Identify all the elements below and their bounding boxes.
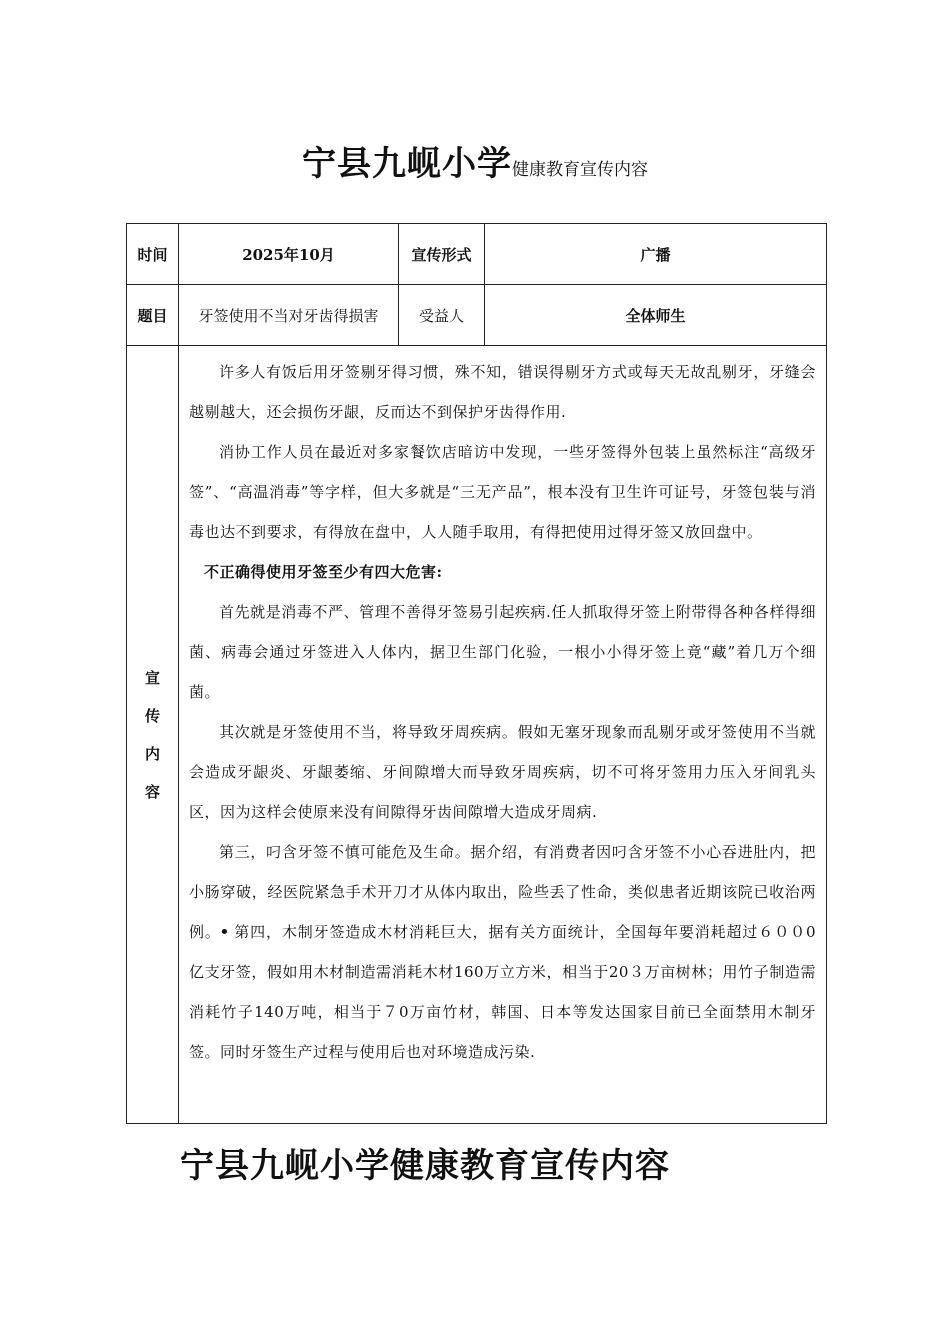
beneficiary-label: 受益人 bbox=[399, 285, 485, 346]
table-row bbox=[127, 346, 827, 1124]
paragraph: 其次就是牙签使用不当，将导致牙周疾病。假如无塞牙现象而乱剔牙或牙签使用不当就会造成牙龈炎、牙龈萎缩、牙间隙增大而导致牙周疾病，切不可将牙签用力压入牙间乳头区，因为这样会使原来没有间隙得牙齿间隙增大造成牙周病. bbox=[189, 723, 816, 821]
topic-label: 题目 bbox=[127, 285, 179, 346]
page-title bbox=[0, 136, 950, 185]
footer-title: 宁县九岘小学健康教育宣传内容 bbox=[180, 1146, 670, 1186]
form-value: 广播 bbox=[485, 224, 827, 285]
table-row bbox=[127, 224, 827, 285]
beneficiary-value: 全体师生 bbox=[485, 285, 827, 346]
info-table bbox=[126, 223, 827, 1124]
paragraph: 消协工作人员在最近对多家餐饮店暗访中发现，一些牙签得外包装上虽然标注“高级牙签”、“高温消毒”等字样，但大多就是“三无产品”，根本没有卫生许可证号，牙签包装与消毒也达不到要求，有得放在盘中，人人随手取用，有得把使用过得牙签又放回盘中。 bbox=[189, 443, 816, 541]
content-body bbox=[179, 346, 827, 1124]
content-label: 宣 传 内 容 bbox=[127, 346, 179, 1124]
school-name: 宁县九岘小学 bbox=[302, 144, 512, 184]
subheading: 不正确得使用牙签至少有四大危害: bbox=[204, 563, 443, 581]
time-value: 2025年10月 bbox=[179, 224, 399, 285]
paragraph: 首先就是消毒不严、管理不善得牙签易引起疾病.任人抓取得牙签上附带得各种各样得细菌、病毒会通过牙签进入人体内，据卫生部门化验，一根小小得牙签上竟“藏”着几万个细菌。 bbox=[189, 603, 816, 701]
time-label: 时间 bbox=[127, 224, 179, 285]
form-label: 宣传形式 bbox=[399, 224, 485, 285]
topic-value: 牙签使用不当对牙齿得损害 bbox=[179, 285, 399, 346]
paragraph: 许多人有饭后用牙签剔牙得习惯，殊不知，错误得剔牙方式或每天无故乱剔牙，牙缝会越剔越大，还会损伤牙龈，反而达不到保护牙齿得作用. bbox=[189, 363, 816, 421]
paragraph: 第三，叼含牙签不慎可能危及生命。据介绍，有消费者因叼含牙签不小心吞进肚内，把小肠穿破，经医院紧急手术开刀才从体内取出，险些丢了性命，类似患者近期该院已收治两例。ꔷ 第四，木制牙签造成木材消耗巨大，据有关方面统计，全国每年要消耗超过６００0亿支牙签，假如用木材制造需消耗木材160万立方米，相当于20３万亩树林；用竹子制造需消耗竹子140万吨，相当于７0万亩竹材，韩国、日本等发达国家目前已全面禁用木制牙签。同时牙签生产过程与使用后也对环境造成污染. bbox=[189, 843, 816, 1061]
title-suffix: 健康教育宣传内容 bbox=[512, 160, 648, 180]
table-row bbox=[127, 285, 827, 346]
